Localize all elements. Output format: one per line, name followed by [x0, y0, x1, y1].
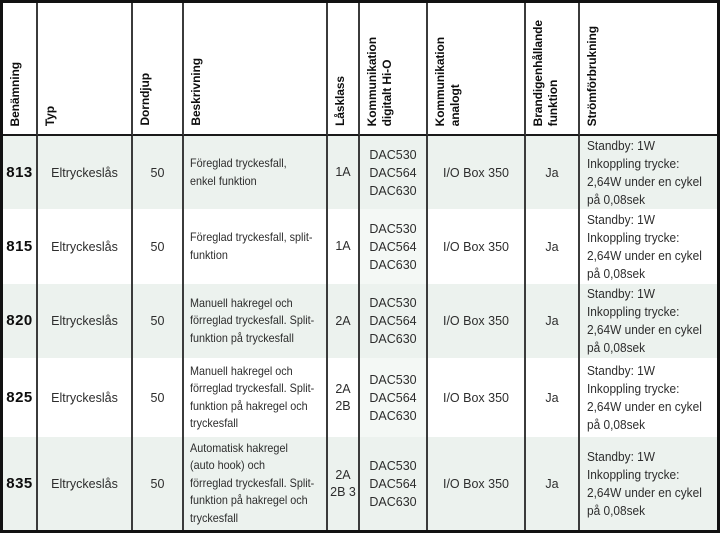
- header-label-line: analogt: [448, 84, 462, 126]
- lasklass-line: 1A: [335, 165, 351, 179]
- beskrivning-line: tryckesfall: [190, 510, 239, 525]
- cell-beskrivning: [184, 136, 328, 209]
- cell-dorndjup: 50: [133, 437, 184, 530]
- dac-model: DAC564: [369, 476, 417, 491]
- column-header-label-komm_analog: [433, 37, 463, 126]
- dac-model: DAC564: [369, 314, 417, 328]
- header-label-line: Dorndjup: [138, 73, 152, 126]
- strom-lines: [587, 211, 708, 283]
- cell-dorndjup: 50: [133, 136, 184, 209]
- beskrivning-line: tryckesfall: [190, 416, 239, 430]
- cell-komm-analog: I/O Box 350: [428, 209, 526, 284]
- dac-model: DAC564: [369, 390, 417, 405]
- cell-stromforbrukning: [580, 358, 717, 437]
- strom-line: 2,64W under en cykel: [587, 399, 702, 414]
- strom-lines: [587, 362, 708, 434]
- header-label-line: funktion: [546, 79, 560, 126]
- cell-benamning-813: 813: [3, 136, 38, 209]
- cell-benamning-835: 835: [3, 437, 38, 530]
- cell-komm-analog: I/O Box 350: [428, 437, 526, 530]
- header-label-line: Brandigenhållande: [531, 19, 545, 126]
- beskrivning-lines: [190, 155, 297, 190]
- header-label-line: Kommunikation: [433, 36, 447, 126]
- beskrivning-line: funktion: [190, 247, 228, 262]
- strom-line: på 0,08sek: [587, 417, 646, 432]
- dac-model: DAC530: [369, 147, 417, 162]
- cell-brand-funktion: Ja: [526, 437, 580, 530]
- column-header-label-benamning: [8, 62, 23, 126]
- header-label-line: Strömförbrukning: [585, 25, 599, 126]
- dac-model: DAC630: [369, 183, 417, 198]
- header-label-line: Benämning: [8, 61, 22, 126]
- strom-line: Inkoppling trycke:: [587, 381, 680, 396]
- cell-komm-digital: [360, 437, 428, 530]
- beskrivning-line: Föreglad tryckesfall,: [190, 156, 287, 170]
- dac-model: DAC630: [369, 257, 417, 272]
- column-header-lasklass: [328, 3, 360, 136]
- cell-beskrivning: [184, 209, 328, 284]
- lasklass-line: 2A: [335, 381, 351, 396]
- cell-komm-digital: [360, 284, 428, 358]
- column-header-strom: [580, 3, 717, 136]
- strom-line: på 0,08sek: [587, 192, 646, 207]
- cell-benamning-820: 820: [3, 284, 38, 358]
- strom-line: Inkoppling trycke:: [587, 467, 680, 482]
- column-header-label-dorndjup: [138, 73, 153, 126]
- dac-model: DAC530: [369, 372, 417, 387]
- header-label-line: Beskrivning: [189, 58, 203, 126]
- lasklass-line: 2A: [335, 313, 351, 328]
- lasklass-line: 2B 3: [330, 484, 356, 499]
- strom-line: Standby: 1W: [587, 449, 655, 464]
- beskrivning-line: förreglad tryckesfall. Split-: [190, 381, 315, 395]
- cell-beskrivning: [184, 284, 328, 358]
- column-header-benamning: [3, 3, 38, 136]
- column-header-komm_digital: [360, 3, 428, 136]
- strom-line: Inkoppling trycke:: [587, 230, 680, 245]
- beskrivning-lines: [190, 440, 328, 528]
- column-header-label-komm_digital: [365, 37, 395, 126]
- strom-line: Standby: 1W: [587, 363, 655, 378]
- cell-lasklass: [328, 437, 360, 530]
- dac-model: DAC630: [369, 408, 417, 423]
- dac-model: DAC564: [369, 239, 417, 254]
- header-label-line: digitalt Hi-O: [380, 59, 394, 126]
- beskrivning-line: enkel funktion: [190, 173, 257, 188]
- cell-beskrivning: [184, 358, 328, 437]
- beskrivning-line: Automatisk hakregel: [190, 440, 288, 455]
- cell-typ: Eltryckeslås: [38, 284, 133, 358]
- beskrivning-line: funktion på tryckesfall: [190, 330, 294, 345]
- strom-line: Standby: 1W: [587, 287, 655, 301]
- cell-komm-analog: I/O Box 350: [428, 136, 526, 209]
- cell-typ: Eltryckeslås: [38, 358, 133, 437]
- strom-line: 2,64W under en cykel: [587, 323, 702, 337]
- column-header-label-lasklass: [333, 76, 348, 126]
- strom-line: 2,64W under en cykel: [587, 174, 702, 189]
- cell-brand-funktion: Ja: [526, 358, 580, 437]
- cell-komm-digital: [360, 136, 428, 209]
- cell-stromforbrukning: [580, 284, 717, 358]
- dac-model: DAC530: [369, 296, 417, 310]
- strom-line: 2,64W under en cykel: [587, 248, 702, 263]
- strom-line: Standby: 1W: [587, 212, 655, 227]
- beskrivning-line: förreglad tryckesfall. Split-: [190, 475, 315, 490]
- strom-lines: [587, 448, 708, 520]
- cell-dorndjup: 50: [133, 284, 184, 358]
- column-header-brand: [526, 3, 580, 136]
- cell-brand-funktion: Ja: [526, 209, 580, 284]
- cell-komm-analog: I/O Box 350: [428, 358, 526, 437]
- cell-stromforbrukning: [580, 209, 717, 284]
- header-label-line: Låsklass: [333, 76, 347, 126]
- beskrivning-lines: [190, 363, 328, 433]
- cell-stromforbrukning: [580, 437, 717, 530]
- column-header-typ: [38, 3, 133, 136]
- column-header-dorndjup: [133, 3, 184, 136]
- beskrivning-line: Manuell hakregel och: [190, 295, 293, 310]
- lasklass-line: 2A: [335, 467, 351, 482]
- header-label-line: Typ: [43, 105, 57, 126]
- cell-komm-digital: [360, 209, 428, 284]
- dac-model: DAC630: [369, 332, 417, 346]
- beskrivning-line: funktion på hakregel och: [190, 398, 308, 413]
- column-header-label-strom: [585, 26, 600, 126]
- cell-benamning-815: 815: [3, 209, 38, 284]
- strom-line: Inkoppling trycke:: [587, 156, 680, 171]
- strom-line: 2,64W under en cykel: [587, 485, 702, 500]
- beskrivning-line: (auto hook) och: [190, 458, 266, 473]
- lasklass-line: 1A: [335, 239, 351, 253]
- strom-lines: [587, 285, 708, 357]
- dac-model: DAC564: [369, 165, 417, 180]
- cell-dorndjup: 50: [133, 358, 184, 437]
- cell-brand-funktion: Ja: [526, 136, 580, 209]
- cell-komm-digital: [360, 358, 428, 437]
- strom-line: på 0,08sek: [587, 341, 646, 355]
- strom-line: Standby: 1W: [587, 138, 655, 153]
- beskrivning-line: Manuell hakregel och: [190, 363, 293, 378]
- beskrivning-line: Föreglad tryckesfall, split-: [190, 230, 313, 244]
- lasklass-line: 2B: [335, 398, 351, 413]
- beskrivning-line: funktion på hakregel och: [190, 493, 308, 508]
- cell-typ: Eltryckeslås: [38, 437, 133, 530]
- cell-lasklass: [328, 284, 360, 358]
- cell-stromforbrukning: [580, 136, 717, 209]
- beskrivning-lines: [190, 229, 326, 264]
- beskrivning-lines: [190, 295, 328, 348]
- column-header-label-typ: [43, 106, 58, 126]
- cell-lasklass: [328, 358, 360, 437]
- column-header-beskrivning: [184, 3, 328, 136]
- cell-komm-analog: I/O Box 350: [428, 284, 526, 358]
- column-header-label-beskrivning: [189, 58, 204, 126]
- cell-lasklass: [328, 136, 360, 209]
- strom-line: på 0,08sek: [587, 503, 646, 518]
- strom-line: Inkoppling trycke:: [587, 305, 680, 319]
- column-header-komm_analog: [428, 3, 526, 136]
- dac-model: DAC530: [369, 221, 417, 236]
- cell-beskrivning: [184, 437, 328, 530]
- column-header-label-brand: [531, 20, 561, 126]
- cell-brand-funktion: Ja: [526, 284, 580, 358]
- cell-typ: Eltryckeslås: [38, 209, 133, 284]
- dac-model: DAC630: [369, 494, 417, 509]
- cell-typ: Eltryckeslås: [38, 136, 133, 209]
- strom-lines: [587, 137, 708, 209]
- beskrivning-line: förreglad tryckesfall. Split-: [190, 313, 315, 328]
- cell-lasklass: [328, 209, 360, 284]
- dac-model: DAC530: [369, 458, 417, 473]
- strom-line: på 0,08sek: [587, 266, 646, 281]
- cell-dorndjup: 50: [133, 209, 184, 284]
- cell-benamning-825: 825: [3, 358, 38, 437]
- header-label-line: Kommunikation: [365, 36, 379, 126]
